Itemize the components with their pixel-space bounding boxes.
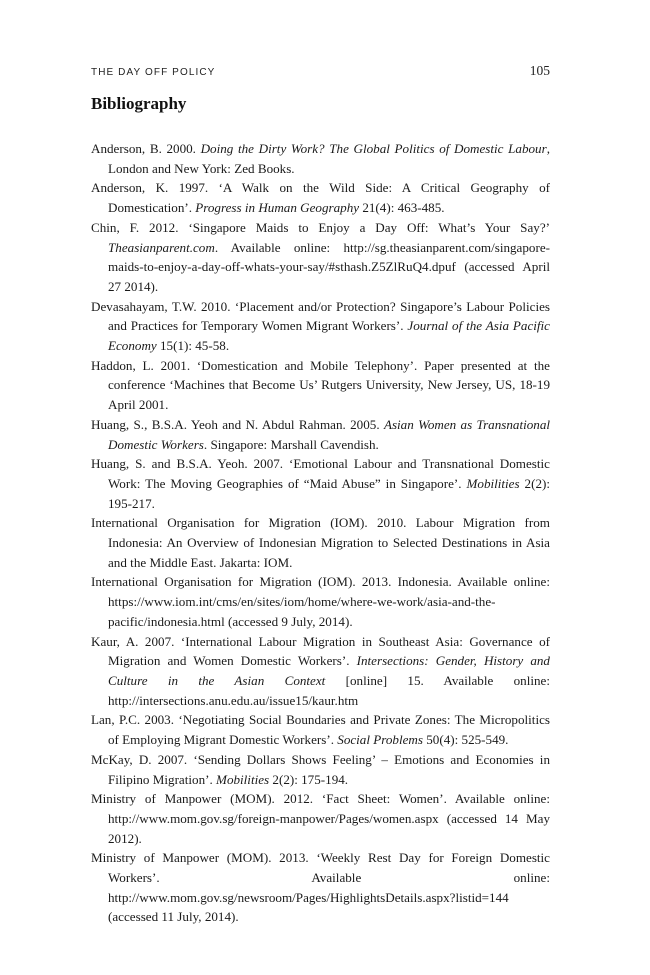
running-title: THE DAY OFF POLICY — [91, 67, 216, 78]
entry-italic-title: Doing the Dirty Work? The Global Politics of Domestic Labour — [200, 141, 547, 156]
entry-italic-title: Journal of the Asia Pacific Economy — [108, 318, 550, 354]
entry-italic-title: Theasianparent.com — [108, 239, 215, 255]
section-heading: Bibliography — [91, 94, 187, 113]
bibliography-entry — [91, 356, 550, 415]
page-number: 105 — [529, 63, 550, 78]
entry-text: 2(2): 175-194. — [269, 771, 349, 787]
entry-text: Huang, S. and B.S.A. Yeoh. 2007. ‘Emotional Labour and Transnational Domestic Work: The Moving Geographies of “Maid Abuse” in Singapore’. — [91, 456, 550, 491]
entry-text: Anderson, B. 2000. — [91, 141, 201, 156]
entry-text: International Organisation for Migration (IOM). 2013. Indonesia. Available online: https://www.iom.int/cms/en/sites/iom/home/where-we-work/asia-and-the-pacific/indonesia.html (accessed 9 July, 2014). — [91, 574, 550, 629]
bibliography-entry — [91, 297, 550, 356]
entry-italic-title: Intersections: Gender, History and Culture in the Asian Context — [108, 653, 550, 688]
bibliography-entry — [91, 415, 550, 454]
entry-text: Huang, S., B.S.A. Yeoh and N. Abdul Rahman. 2005. — [91, 416, 384, 432]
bibliography-entry — [91, 789, 550, 848]
entry-italic-title: Asian Women as Transnational Domestic Workers — [108, 416, 550, 452]
entry-text: International Organisation for Migration (IOM). 2010. Labour Migration from Indonesia: An Overview of Indonesian Migration to Selected Destinations in Asia and the Middle East. Jakarta: IOM. — [91, 515, 550, 570]
entry-text: 2(2): 195-217. — [108, 475, 550, 511]
bibliography-entry — [91, 218, 550, 297]
entry-text: [online] 15. Available online: http://intersections.anu.edu.au/issue15/kaur.htm — [108, 672, 550, 708]
entry-italic-title: Mobilities — [216, 771, 270, 787]
entry-text: Lan, P.C. 2003. ‘Negotiating Social Boundaries and Private Zones: The Micropolitics of Employing Migrant Domestic Workers’. — [91, 712, 550, 748]
entry-text: 21(4): 463-485. — [359, 200, 445, 216]
entry-text: 50(4): 525-549. — [422, 732, 509, 748]
entry-text: Chin, F. 2012. ‘Singapore Maids to Enjoy a Day Off: What’s Your Say?’ — [91, 219, 550, 235]
bibliography-entry — [91, 750, 550, 789]
entry-text: Kaur, A. 2007. ‘International Labour Migration in Southeast Asia: Governance of Migration and Women Domestic Workers’. — [91, 633, 550, 669]
entry-text: Devasahayam, T.W. 2010. ‘Placement and/or Protection? Singapore’s Labour Policies and Practices for Temporary Women Migrant Workers’. — [91, 298, 550, 334]
bibliography-entry — [91, 178, 550, 217]
entry-italic-title: Progress in Human Geography — [195, 200, 360, 216]
entry-text: . Available online: http://sg.theasianparent.com/singapore-maids-to-enjoy-a-day-off-whats-your-say/#sthash.Z5ZlRuQ4.dpuf (accessed April 27 2014). — [108, 239, 550, 294]
entry-text: McKay, D. 2007. ‘Sending Dollars Shows Feeling’ – Emotions and Economies in Filipino Migration’. — [91, 751, 550, 787]
entry-italic-title: Mobilities — [466, 475, 520, 491]
bibliography-entry — [91, 848, 550, 927]
entry-text: Anderson, K. 1997. ‘A Walk on the Wild Side: A Critical Geography of Domestication’. — [91, 180, 550, 216]
bibliography-entry — [91, 454, 550, 513]
entry-text: Ministry of Manpower (MOM). 2013. ‘Weekly Rest Day for Foreign Domestic Workers’. Available online: http://www.mom.gov.sg/newsroom/Pages/HighlightsDetails.aspx?listid=144 (accessed 11 July, 2014). — [91, 850, 550, 925]
bibliography-entry — [91, 572, 550, 631]
entry-italic-title: Social Problems — [337, 732, 423, 748]
entry-text: . Singapore: Marshall Cavendish. — [203, 436, 379, 452]
bibliography-entry — [91, 710, 550, 749]
bibliography-list — [91, 139, 550, 927]
entry-text: Ministry of Manpower (MOM). 2012. ‘Fact Sheet: Women’. Available online: http://www.mom.gov.sg/foreign-manpower/Pages/women.aspx (accessed 14 May 2012). — [91, 791, 550, 846]
bibliography-entry — [91, 632, 550, 711]
bibliography-entry — [91, 139, 550, 178]
entry-text: Haddon, L. 2001. ‘Domestication and Mobile Telephony’. Paper presented at the conference ‘Machines that Become Us’ Rutgers University, New Jersey, US, 18-19 April 2001. — [91, 357, 550, 413]
entry-text: 15(1): 45-58. — [156, 338, 230, 354]
running-header — [91, 63, 550, 79]
bibliography-entry — [91, 513, 550, 572]
entry-text: , London and New York: Zed Books. — [108, 141, 550, 176]
